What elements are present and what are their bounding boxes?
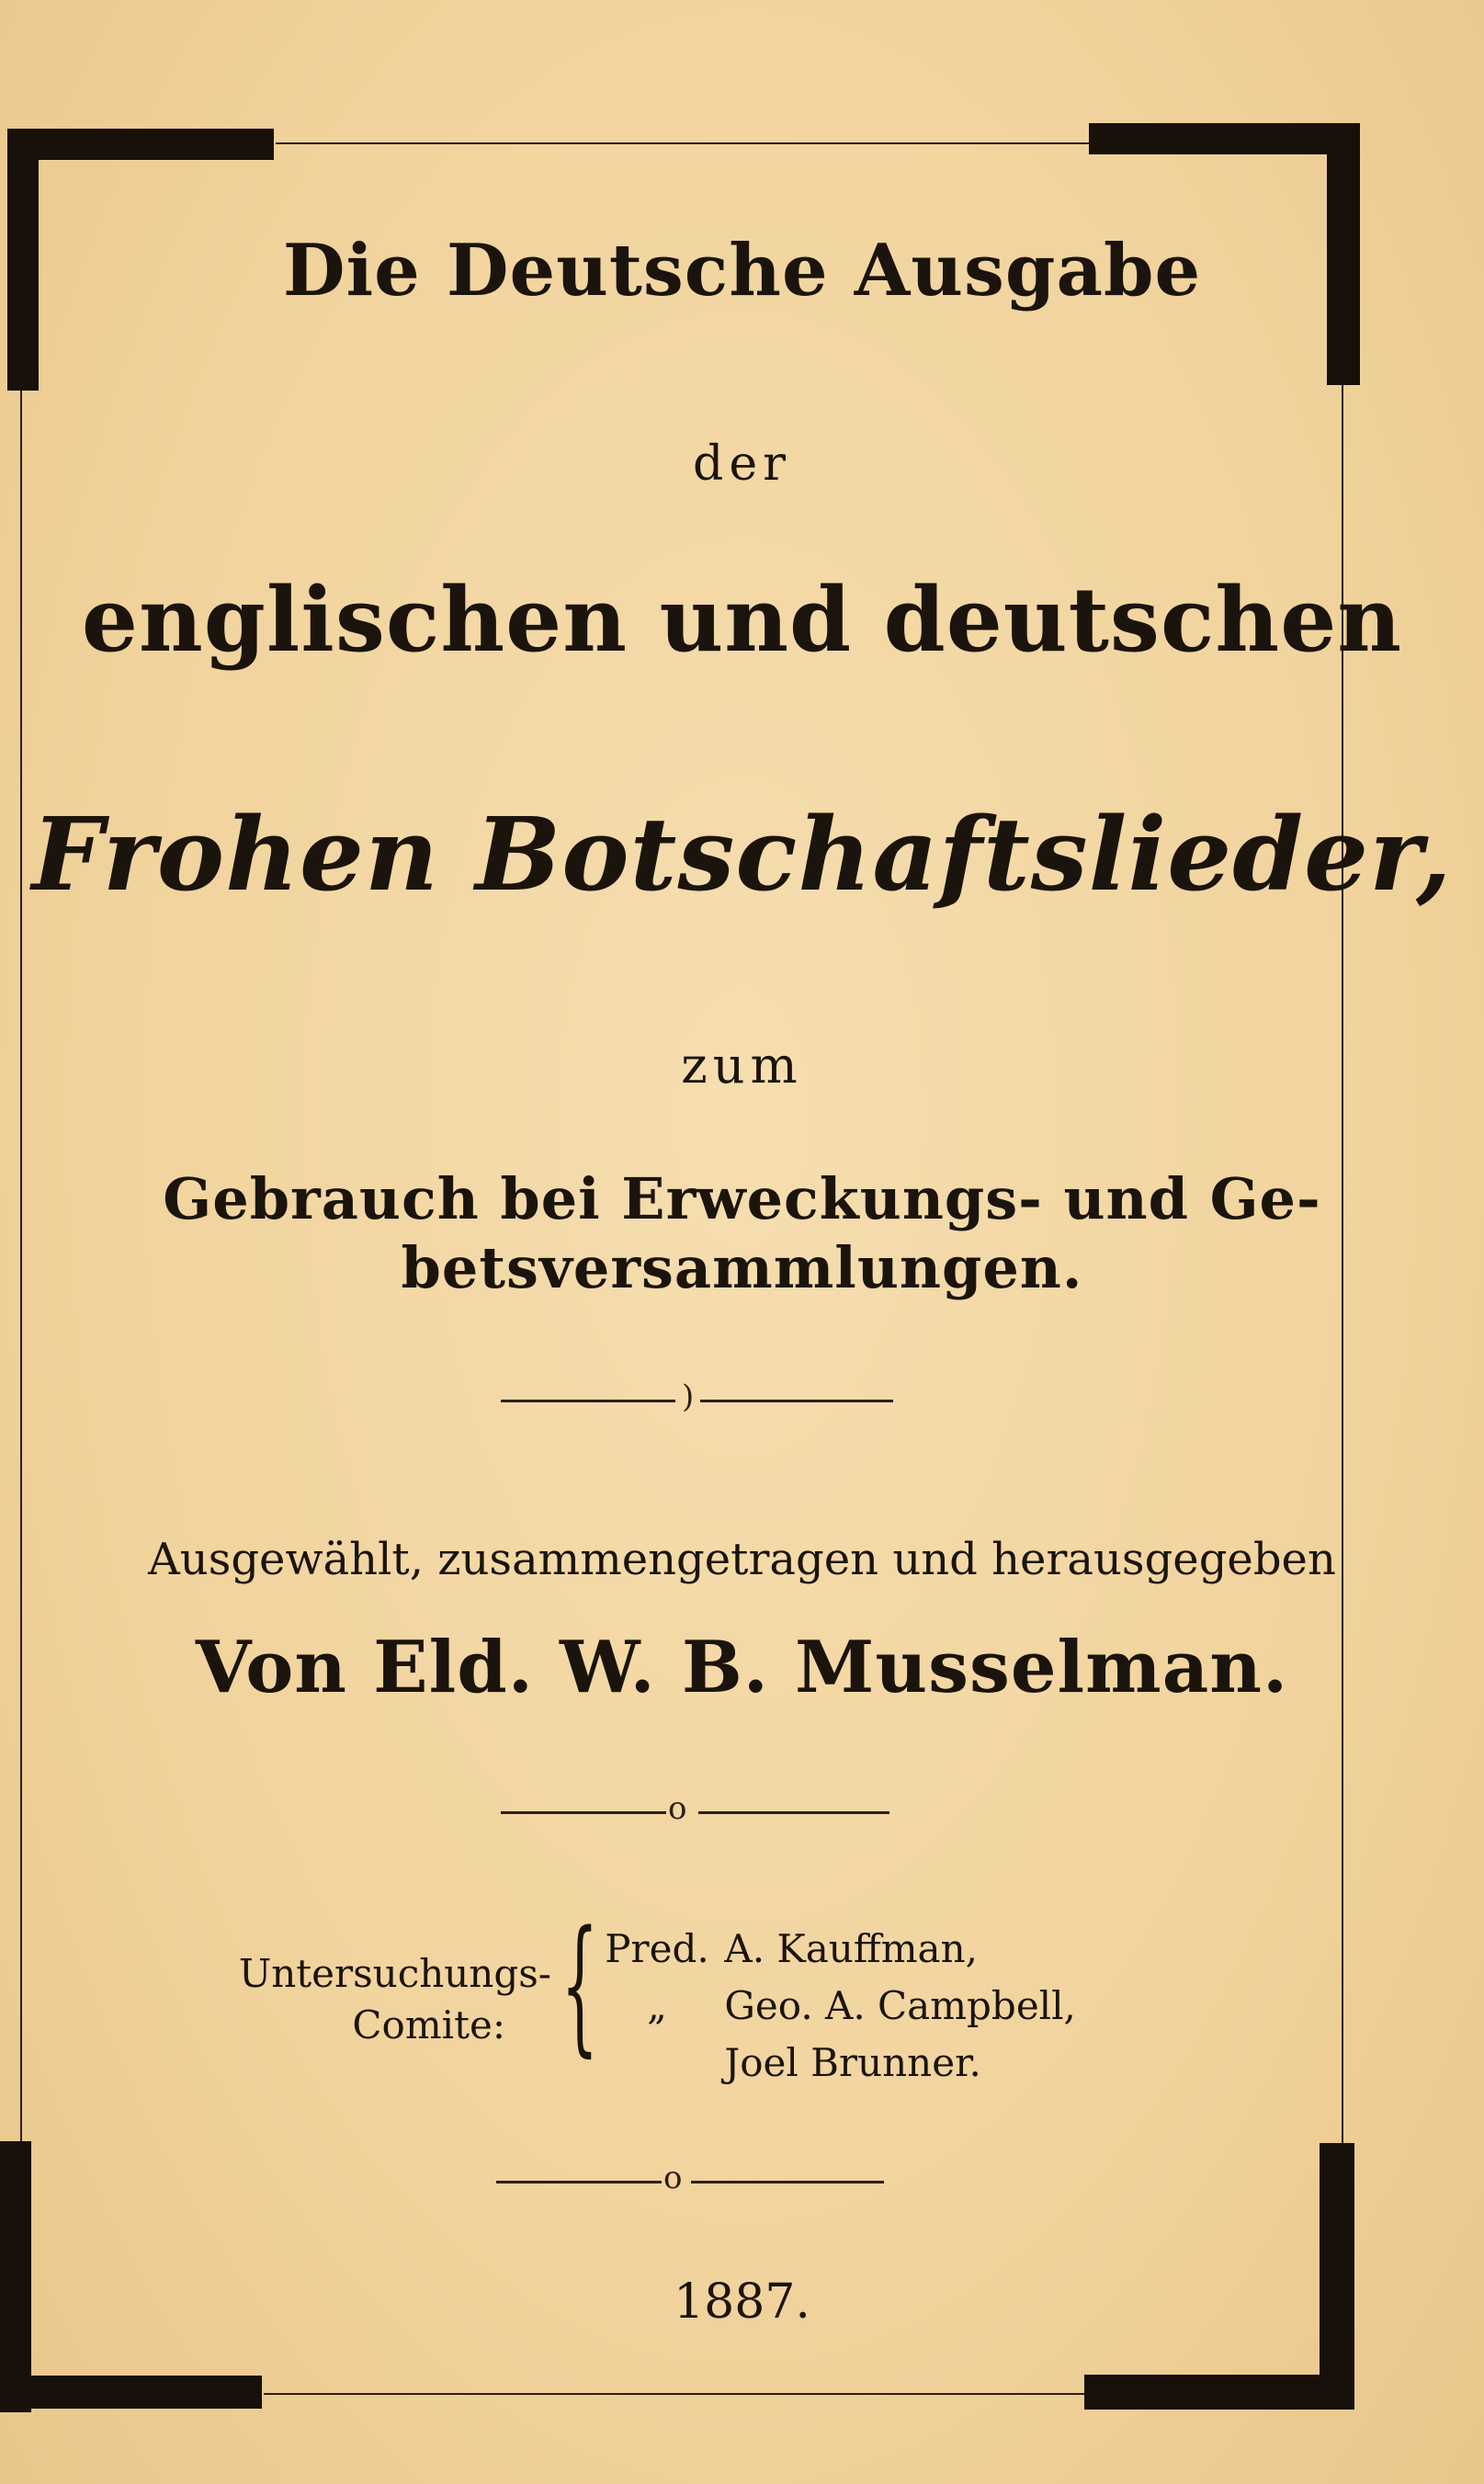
committee-label-line-1: Untersuchungs- [238,1951,551,1996]
committee-member-2-prefix: „ [647,1983,667,2028]
committee-brace: { [561,1899,599,2070]
committee-member-1 [602,1921,1076,1978]
title-line-3: englischen und deutschen [81,568,1403,672]
committee-member-3 [602,2035,1076,2092]
title-line-7: Ausgewählt, zusammengetragen und herausgegeben [148,1534,1336,1585]
frame-corner-bottom-right-h [1084,2375,1354,2410]
title-line-4: Frohen Botschaftslieder, [31,795,1453,913]
divider-1-mark: ) [682,1378,695,1415]
title-line-5: zum [681,1037,803,1095]
frame-corner-top-left-h [7,129,274,160]
divider-3-left [496,2181,662,2183]
committee-member-2-name: Geo. A. Campbell, [724,1983,1076,2028]
title-line-6b: betsversammlungen. [401,1234,1083,1301]
committee-member-3-name: Joel Brunner. [724,2040,981,2085]
frame-corner-top-right-h [1089,123,1360,154]
frame-rule-bottom [264,2393,1084,2395]
committee-members [602,1921,1076,2092]
divider-3-right [691,2181,884,2183]
committee-member-1-name: A. Kauffman, [724,1926,978,1971]
frame-corner-bottom-left-h [0,2376,262,2409]
divider-3-mark: o [663,2160,683,2196]
divider-2-mark: o [668,1790,687,1827]
divider-2-right [698,1811,889,1814]
publication-year: 1887. [674,2274,810,2330]
title-line-1: Die Deutsche Ausgabe [282,229,1202,312]
title-line-6a: Gebrauch bei Erweckungs- und Ge- [163,1165,1321,1232]
divider-1-right [700,1400,893,1402]
divider-1-left [501,1400,675,1402]
committee-label-line-2: Comite: [352,2002,505,2047]
committee-member-1-prefix: Pred. [605,1926,709,1971]
committee-label [211,1948,551,2051]
title-line-2: der [693,437,791,492]
committee-member-2 [602,1978,1076,2035]
divider-2-left [501,1811,666,1814]
frame-rule-top [276,142,1089,144]
title-line-8: Von Eld. W. B. Musselman. [195,1626,1289,1709]
